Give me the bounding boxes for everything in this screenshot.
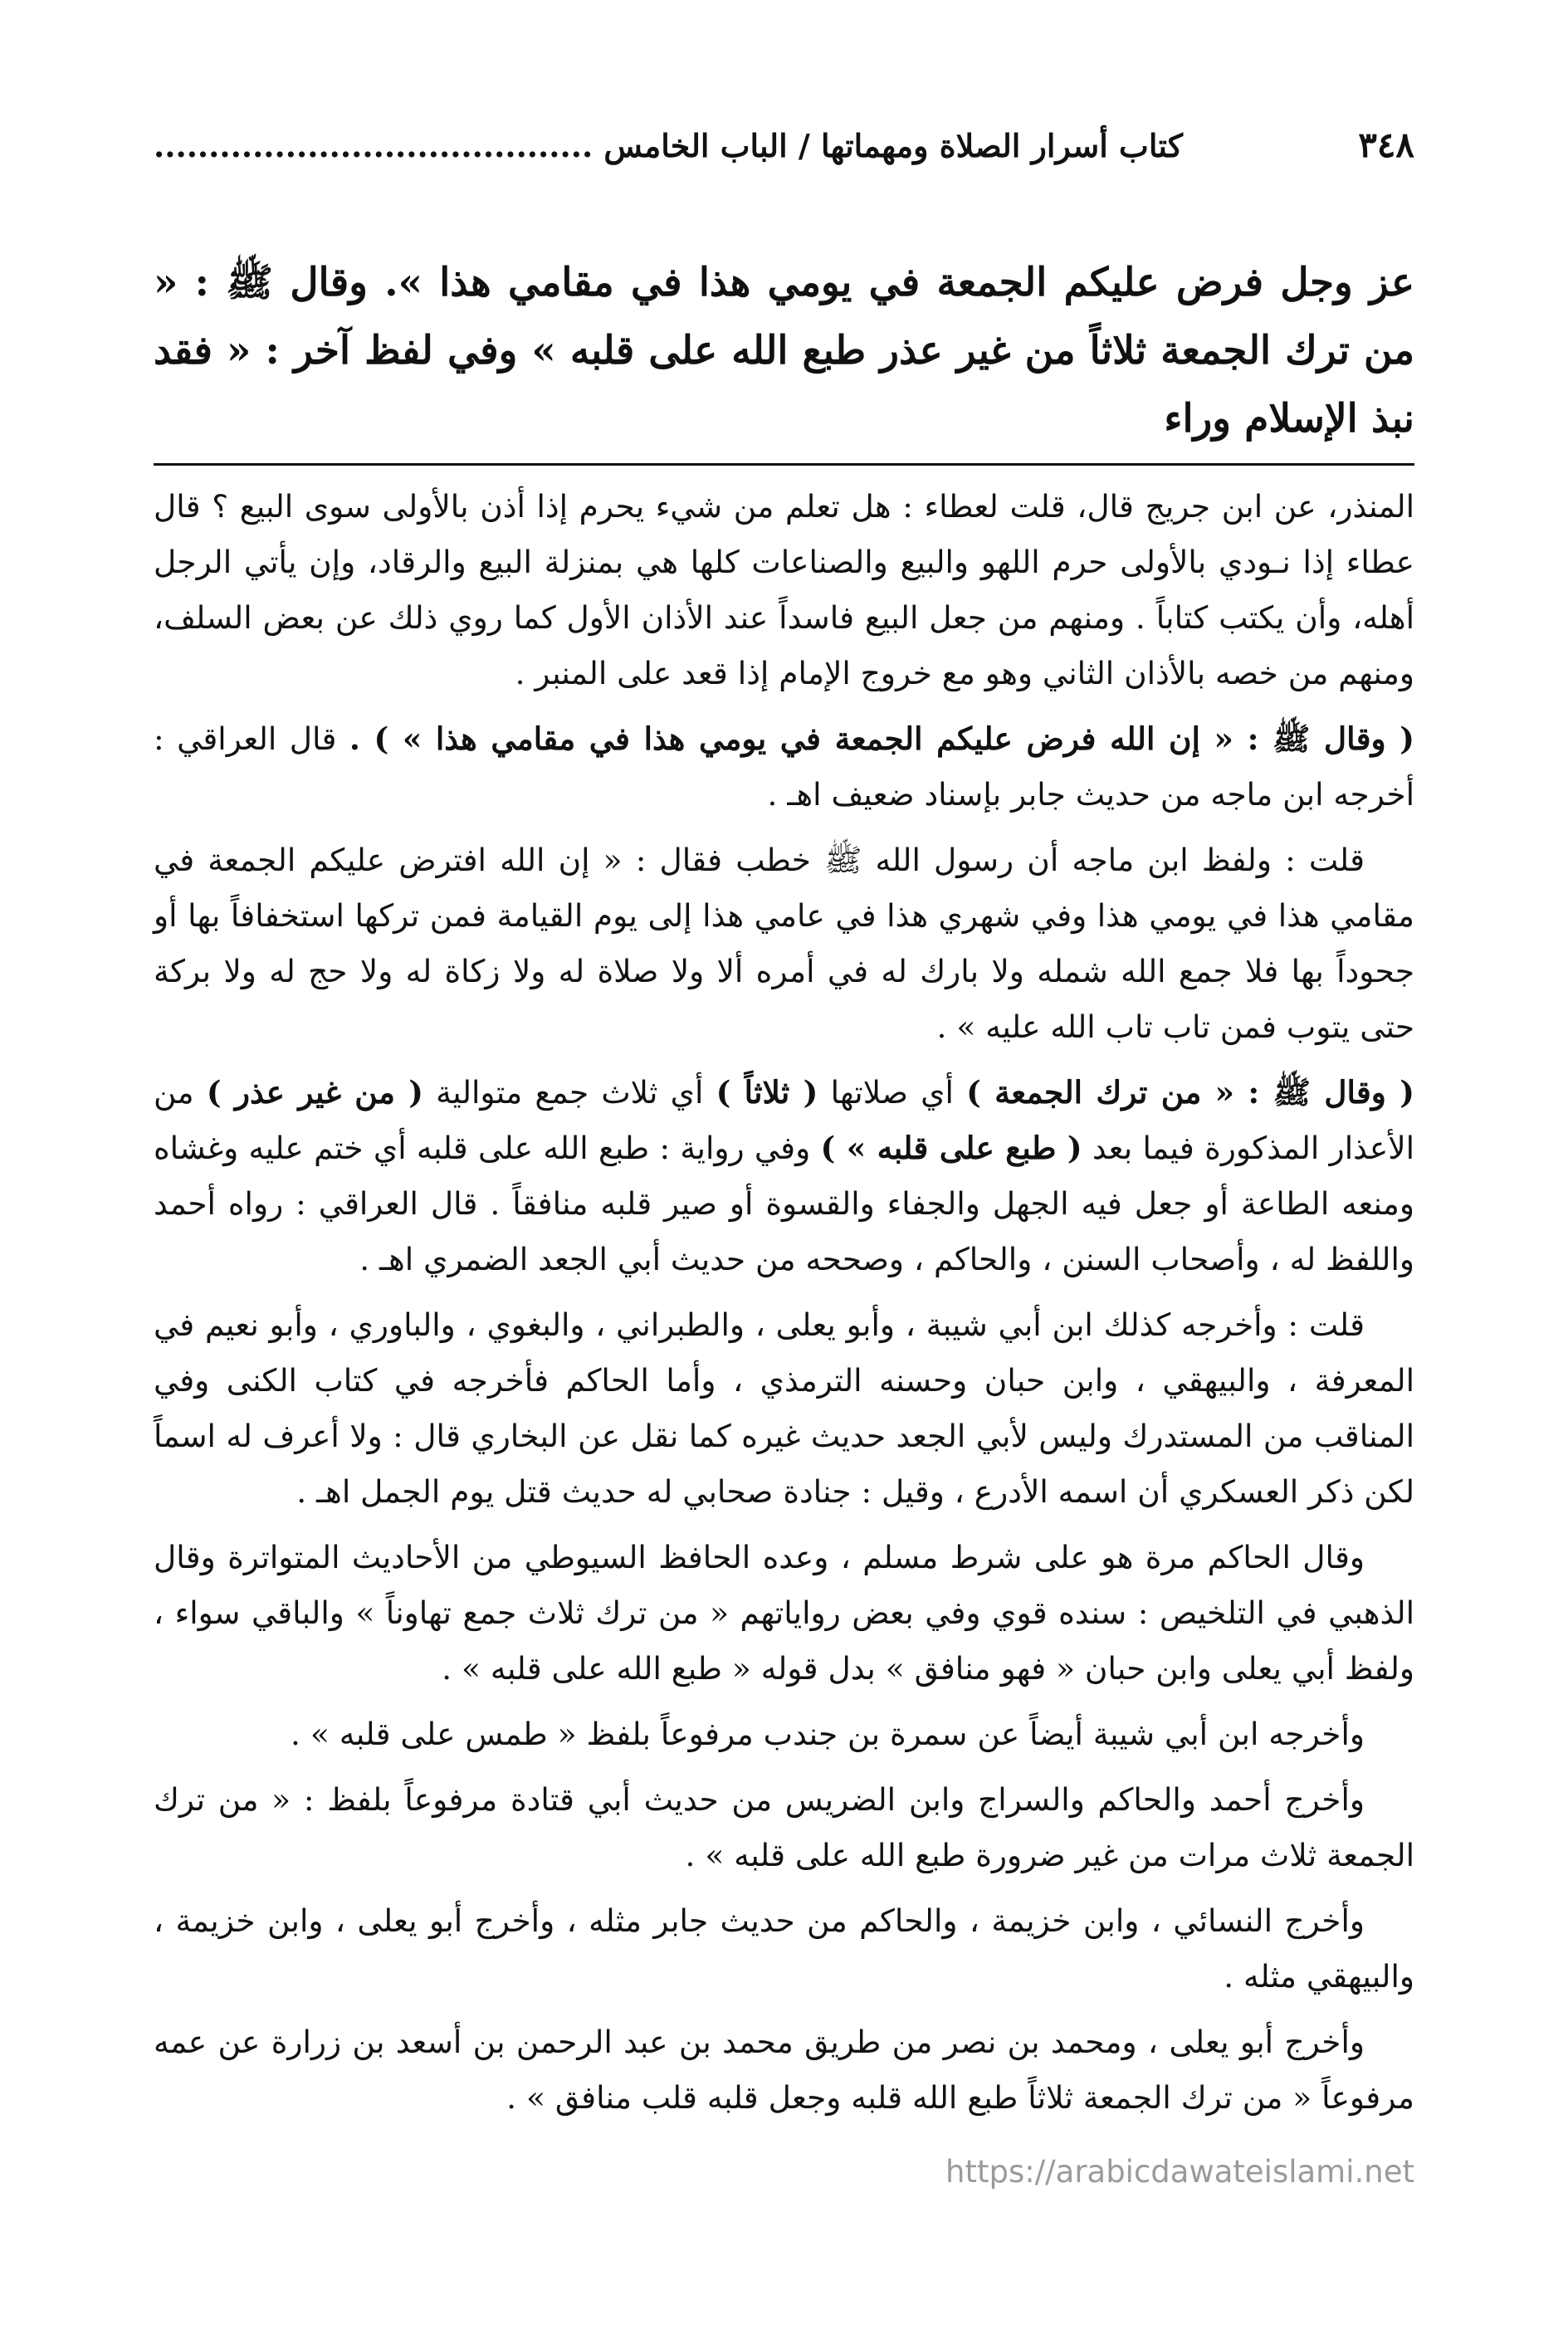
running-title-text: كتاب أسرار الصلاة ومهماتها / الباب الخامس bbox=[603, 127, 1183, 164]
commentary-paragraph-2 bbox=[154, 711, 1414, 823]
commentary bbox=[154, 479, 1414, 2126]
commentary-paragraph-7: وأخرجه ابن أبي شيبة أيضاً عن سمرة بن جندب مرفوعاً بلفظ « طمس على قلبه » . bbox=[291, 1716, 1365, 1752]
commentary-text: وفي رواية : طبع الله على قلبه أي ختم عليه وغشاه ومنعه الطاعة أو جعل فيه الجهل والجفاء والقسوة أو صير قلبه منافقاً . قال العراقي : رواه أحمد واللفظ له ، وأصحاب السنن ، والحاكم ، وصححه من حديث أبي الجعد الضمري اهـ . bbox=[154, 1130, 1414, 1277]
commentary-paragraph-3: قلت : ولفظ ابن ماجه أن رسول الله ﷺ خطب فقال : « إن الله افترض عليكم الجمعة في مقامي هذا في يومي هذا وفي شهري هذا في عامي هذا إلى يوم القيامة فمن تركها استخفافاً بها أو جحوداً بها فلا جمع الله شمله ولا بارك له في أمره ألا ولا صلاة له ولا زكاة له ولا حج له ولا بركة حتى يتوب فمن تاب تاب الله عليه » . bbox=[154, 842, 1414, 1045]
lemma: ( وقال ﷺ : « من ترك الجمعة ) bbox=[966, 1074, 1414, 1111]
page-header bbox=[154, 125, 1414, 199]
commentary-paragraph-1: المنذر، عن ابن جريج قال، قلت لعطاء : هل تعلم من شيء يحرم إذا أذن بالأولى سوى البيع ؟ قال عطاء إذا نـودي بالأولى حرم اللهو والبيع والصناعات كلها هي بمنزلة البيع والرقاد، وإن يأتي الرجل أهله، وأن يكتب كتاباً . ومنهم من جعل البيع فاسداً عند الأذان الأول كما روي ذلك عن بعض السلف، ومنهم من خصه بالأذان الثاني وهو مع خروج الإمام إذا قعد على المنبر . bbox=[154, 488, 1414, 691]
footnote-divider bbox=[154, 463, 1414, 466]
main-text: عز وجل فرض عليكم الجمعة في يومي هذا في مقامي هذا ». وقال ﷺ : « من ترك الجمعة ثلاثاً من غير عذر طبع الله على قلبه » وفي لفظ آخر : « فقد نبذ الإسلام وراء bbox=[154, 260, 1414, 442]
lemma: ( وقال ﷺ : « إن الله فرض عليكم الجمعة في يومي هذا في مقامي هذا » ) . bbox=[349, 720, 1414, 757]
commentary-text: من الأعذار المذكورة فيما بعد bbox=[154, 1074, 1414, 1166]
running-title bbox=[154, 127, 1183, 164]
lemma: ( ثلاثاً ) bbox=[716, 1074, 818, 1111]
commentary-text: أي ثلاث جمع متوالية bbox=[423, 1074, 716, 1111]
commentary-paragraph-8: وأخرج أحمد والحاكم والسراج وابن الضريس من حديث أبي قتادة مرفوعاً بلفظ : « من ترك الجمعة ثلاث مرات من غير ضرورة طبع الله على قلبه » . bbox=[154, 1781, 1414, 1873]
commentary-paragraph-5: قلت : وأخرجه كذلك ابن أبي شيبة ، وأبو يعلى ، والطبراني ، والبغوي ، والباوري ، وأبو نعيم في المعرفة ، والبيهقي ، وابن حبان وحسنه الترمذي ، وأما الحاكم فأخرجه في كتاب الكنى وفي المناقب من المستدرك وليس لأبي الجعد حديث غيره كما نقل عن البخاري قال : ولا أعرف له اسماً لكن ذكر العسكري أن اسمه الأدرع ، وقيل : جنادة صحابي له حديث قتل يوم الجمل اهـ . bbox=[154, 1306, 1414, 1510]
leader-dots: ........................................ bbox=[154, 127, 593, 164]
commentary-paragraph-10: وأخرج أبو يعلى ، ومحمد بن نصر من طريق محمد بن عبد الرحمن بن أسعد بن زرارة عن عمه مرفوعاً « من ترك الجمعة ثلاثاً طبع الله قلبه وجعل قلبه قلب منافق » . bbox=[154, 2024, 1414, 2116]
commentary-paragraph-4 bbox=[154, 1065, 1414, 1287]
lemma: ( طبع على قلبه » ) bbox=[820, 1130, 1082, 1166]
commentary-text: أي صلاتها bbox=[818, 1074, 967, 1111]
watermark-url: https://arabicdawateislami.net bbox=[945, 2154, 1414, 2190]
commentary-paragraph-6: وقال الحاكم مرة هو على شرط مسلم ، وعده الحافظ السيوطي من الأحاديث المتواترة وقال الذهبي في التلخيص : سنده قوي وفي بعض رواياتهم « من ترك ثلاث جمع تهاوناً » والباقي سواء ، ولفظ أبي يعلى وابن حبان « فهو منافق » بدل قوله « طبع الله على قلبه » . bbox=[154, 1539, 1414, 1687]
lemma: ( من غير عذر ) bbox=[206, 1074, 423, 1111]
page-number: ٣٤٨ bbox=[1358, 125, 1414, 165]
commentary-text: قال العراقي : أخرجه ابن ماجه من حديث جابر بإسناد ضعيف اهـ . bbox=[154, 720, 1414, 813]
commentary-paragraph-9: وأخرج النسائي ، وابن خزيمة ، والحاكم من حديث جابر مثله ، وأخرج أبو يعلى ، وابن خزيمة ، والبيهقي مثله . bbox=[154, 1902, 1414, 1995]
